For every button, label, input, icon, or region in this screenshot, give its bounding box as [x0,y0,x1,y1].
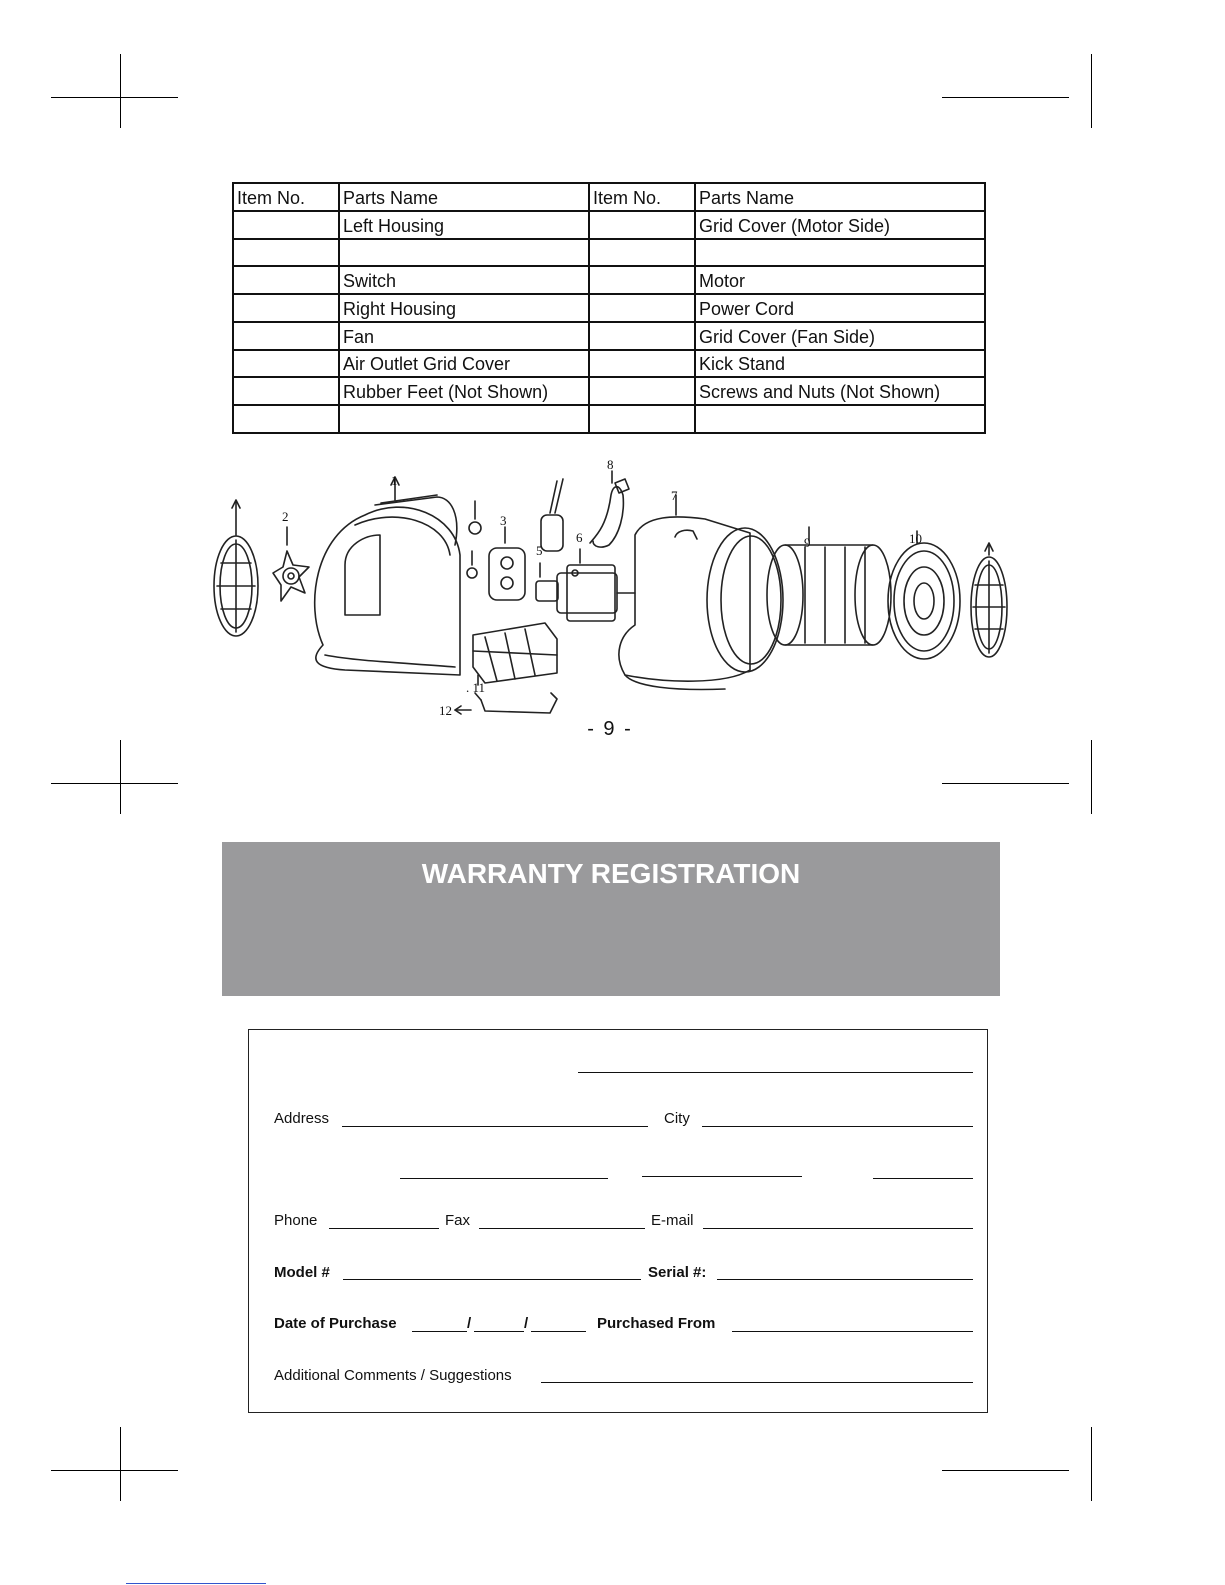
table-cell [233,211,339,239]
table-row [233,377,985,405]
crop-mark [120,1427,121,1501]
crop-mark [51,97,178,98]
phone-label: Phone [274,1212,318,1229]
date-separator: / [524,1315,529,1332]
table-cell: Grid Cover (Motor Side) [695,211,985,239]
date-day-line[interactable] [474,1331,524,1332]
table-cell [589,350,695,378]
model-label: Model # [274,1264,330,1281]
table-cell: Motor [695,266,985,294]
switch-drawing [467,501,525,600]
table-cell [695,405,985,433]
fax-field-line[interactable] [479,1228,645,1229]
table-cell [589,211,695,239]
table-cell: Switch [339,266,589,294]
callout-label: . 11 [466,680,486,695]
crop-mark [1091,1427,1092,1501]
crop-mark [51,783,178,784]
address-label: Address [274,1110,330,1127]
footer-link-underline[interactable] [126,1583,266,1584]
table-row [233,211,985,239]
table-cell [233,239,339,267]
fan-wheel-drawing [767,527,891,645]
end-grid-cover-drawing [971,543,1007,657]
kick-stand-drawing [455,693,557,714]
date-separator: / [467,1315,472,1332]
comments-field-line[interactable] [541,1382,973,1383]
name-field-line[interactable] [578,1072,973,1073]
purchased-from-label: Purchased From [597,1315,716,1332]
table-row [233,405,985,433]
bracket-drawing [536,563,558,601]
zip-field-line[interactable] [642,1176,802,1177]
phone-field-line[interactable] [329,1228,439,1229]
power-cord-drawing [590,471,629,547]
left-housing-drawing [315,477,460,675]
table-cell: Left Housing [339,211,589,239]
motor-drawing [557,549,635,621]
hub-drawing [273,527,309,601]
city-field-line[interactable] [702,1126,973,1127]
warranty-title: WARRANTY REGISTRATION [421,858,801,889]
header-parts-name: Parts Name [339,183,589,211]
table-cell: Grid Cover (Fan Side) [695,322,985,350]
crop-mark [51,1470,178,1471]
crop-mark [1091,54,1092,128]
state-field-line[interactable] [400,1178,608,1179]
table-cell [589,266,695,294]
table-cell: Screws and Nuts (Not Shown) [695,377,985,405]
warranty-form [248,1029,988,1413]
table-cell [589,294,695,322]
comments-label: Additional Comments / Suggestions [274,1367,512,1384]
exploded-parts-diagram [205,455,1025,725]
table-cell [339,239,589,267]
table-cell [233,350,339,378]
city-label: City [664,1110,690,1127]
table-row [233,322,985,350]
parts-table [232,182,986,434]
model-field-line[interactable] [343,1279,641,1280]
table-header-row [233,183,985,211]
callout-label: 9 [804,535,811,550]
crop-mark [120,54,121,128]
crop-mark [120,740,121,814]
date-month-line[interactable] [412,1331,467,1332]
callout-label: 1 [391,473,398,488]
header-item-no: Item No. [589,183,695,211]
table-cell [233,266,339,294]
table-cell [339,405,589,433]
table-cell [589,239,695,267]
table-row [233,239,985,267]
serial-label: Serial #: [648,1264,707,1281]
email-field-line[interactable] [703,1228,973,1229]
table-cell [695,239,985,267]
table-row [233,294,985,322]
table-cell: Air Outlet Grid Cover [339,350,589,378]
diagram-callouts [282,457,922,718]
header-item-no: Item No. [233,183,339,211]
date-of-purchase-label: Date of Purchase [274,1315,397,1332]
capacitor-drawing [541,479,563,551]
callout-label: 7 [671,488,678,503]
warranty-banner [222,842,1000,996]
callout-label: 12 [439,703,452,718]
callout-label: 10 [909,531,922,546]
table-cell [233,294,339,322]
table-cell [589,322,695,350]
fax-label: Fax [445,1212,471,1229]
table-cell [233,322,339,350]
email-label: E-mail [651,1212,694,1229]
table-row [233,350,985,378]
table-cell: Fan [339,322,589,350]
header-parts-name: Parts Name [695,183,985,211]
serial-field-line[interactable] [717,1279,973,1280]
address-field-line[interactable] [342,1126,648,1127]
table-cell: Rubber Feet (Not Shown) [339,377,589,405]
page-number: - 9 - [587,718,633,740]
crop-mark [1091,740,1092,814]
crop-mark [942,1470,1069,1471]
table-row [233,266,985,294]
callout-label: 3 [500,513,507,528]
country-field-line[interactable] [873,1178,973,1179]
date-year-line[interactable] [531,1331,586,1332]
table-cell [233,377,339,405]
table-cell: Right Housing [339,294,589,322]
crop-mark [942,97,1069,98]
table-cell [589,377,695,405]
callout-label: 8 [607,457,614,472]
callout-label: 2 [282,509,289,524]
table-cell: Power Cord [695,294,985,322]
purchased-from-field-line[interactable] [732,1331,973,1332]
table-cell: Kick Stand [695,350,985,378]
callout-label: 5 [536,543,543,558]
air-outlet-grid-drawing [473,623,557,685]
callout-label: 6 [576,530,583,545]
table-cell [233,405,339,433]
table-cell [589,405,695,433]
grid-cover-motor-side-drawing [214,500,258,636]
right-housing-drawing [619,495,783,689]
crop-mark [942,783,1069,784]
grid-cover-fan-side-drawing [888,531,960,659]
